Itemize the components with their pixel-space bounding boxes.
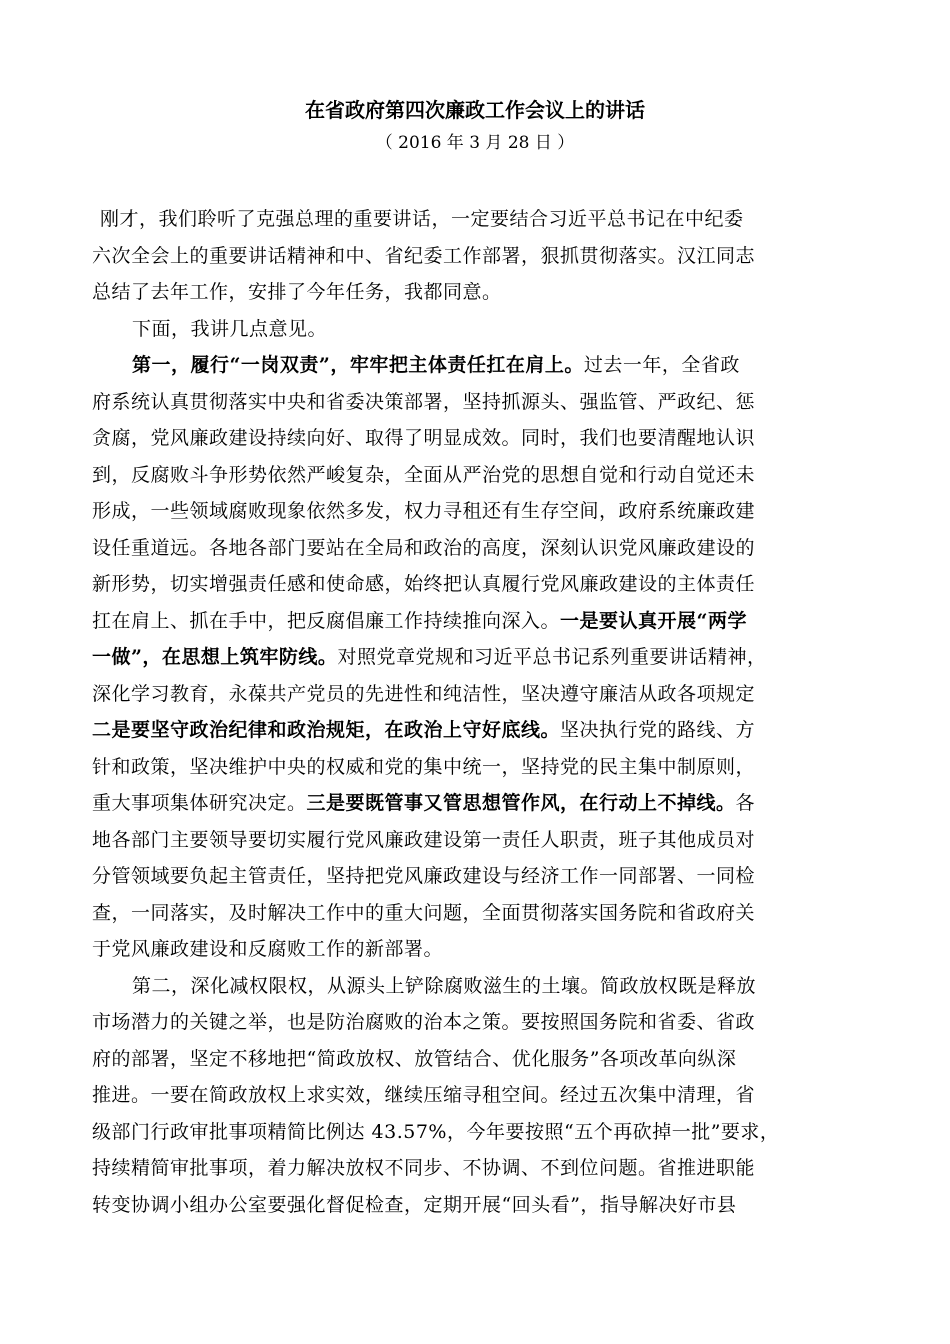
- section-heading-one: 第一，履行“一岗双责”，牢牢把主体责任扛在肩上。: [132, 354, 584, 376]
- body-line: 刚才，我们聆听了克强总理的重要讲话，一定要结合习近平总书记在中纪委: [100, 208, 744, 230]
- body-line: [92, 639, 872, 676]
- body-line: 形成，一些领域腐败现象依然多发，权力寻租还有生存空间，政府系统廉政建: [92, 500, 756, 522]
- body-line: 针和政策，坚决维护中央的权威和党的集中统一，坚持党的民主集中制原则，: [92, 755, 756, 778]
- body-line-text: 过去一年，全省政: [583, 354, 740, 376]
- body-line: 下面，我讲几点意见。: [132, 317, 328, 340]
- body-line-text: 坚决执行党的路线、方: [560, 719, 756, 741]
- body-line: [92, 347, 872, 384]
- body-line: 新形势，切实增强责任感和使命感，始终把认真履行党风廉政建设的主体责任: [92, 573, 756, 595]
- body-line-text: 重大事项集体研究决定。: [92, 792, 307, 814]
- body-line: 分管领域要负起主管责任，坚持把党风廉政建设与经济工作一同部署、一同检: [92, 865, 756, 887]
- document-date: （ 2016 年 3 月 28 日 ）: [375, 133, 575, 153]
- body-line: 查，一同落实，及时解决工作中的重大问题，全面贯彻落实国务院和省政府关: [92, 901, 756, 924]
- body-line: 地各部门主要领导要切实履行党风廉政建设第一责任人职责，班子其他成员对: [92, 828, 756, 851]
- body-line-text: 各: [735, 792, 756, 814]
- body-line-text: 扛在肩上、抓在手中，把反腐倡廉工作持续推向深入。: [92, 609, 561, 632]
- body-line: 设任重道远。各地各部门要站在全局和政治的高度，深刻认识党风廉政建设的: [92, 536, 756, 559]
- body-line: 六次全会上的重要讲话精神和中、省纪委工作部署，狠抓贯彻落实。汉江同志: [92, 244, 756, 267]
- body-line-text: 对照党章党规和习近平总书记系列重要讲话精神，: [337, 646, 767, 668]
- body-line: [92, 785, 872, 822]
- body-line: 于党风廉政建设和反腐败工作的新部署。: [92, 938, 444, 960]
- body-line: 转变协调小组办公室要强化督促检查，定期开展“回头看”，指导解决好市县: [92, 1193, 737, 1216]
- body-line: 府的部署，坚定不移地把“简政放权、放管结合、优化服务”各项改革向纵深: [92, 1047, 737, 1070]
- body-line: 第二，深化减权限权，从源头上铲除腐败滋生的土壤。简政放权既是释放: [132, 974, 757, 997]
- point-heading-one: 一是要认真开展“两学: [560, 609, 747, 632]
- document-title: 在省政府第四次廉政工作会议上的讲话: [305, 98, 645, 122]
- body-line: [92, 712, 872, 749]
- body-line: 到，反腐败斗争形势依然严峻复杂，全面从严治党的思想自觉和行动自觉还未: [92, 463, 756, 486]
- body-line: 深化学习教育，永葆共产党员的先进性和纯洁性，坚决遵守廉洁从政各项规定: [92, 682, 756, 705]
- document-body: [92, 201, 872, 1223]
- point-heading-one-cont: 一做”，在思想上筑牢防线。: [92, 646, 338, 668]
- body-line: 持续精简审批事项，着力解决放权不同步、不协调、不到位问题。省推进职能: [92, 1157, 756, 1179]
- body-line: 总结了去年工作，安排了今年任务，我都同意。: [92, 281, 502, 303]
- body-line: 府系统认真贯彻落实中央和省委决策部署，坚持抓源头、强监管、严政纪、惩: [92, 390, 756, 413]
- body-line: 贪腐，党风廉政建设持续向好、取得了明显成效。同时，我们也要清醒地认识: [92, 427, 756, 449]
- body-line: 市场潜力的关键之举，也是防治腐败的治本之策。要按照国务院和省委、省政: [92, 1011, 756, 1033]
- body-line: 级部门行政审批事项精简比例达 43.57%，今年要按照“五个再砍掉一批”要求，: [92, 1120, 780, 1143]
- body-line: [92, 603, 872, 640]
- point-heading-three: 三是要既管事又管思想管作风，在行动上不掉线。: [306, 792, 736, 814]
- point-heading-two: 二是要坚守政治纪律和政治规矩，在政治上守好底线。: [92, 719, 561, 741]
- body-line: 推进。一要在简政放权上求实效，继续压缩寻租空间。经过五次集中清理，省: [92, 1084, 756, 1106]
